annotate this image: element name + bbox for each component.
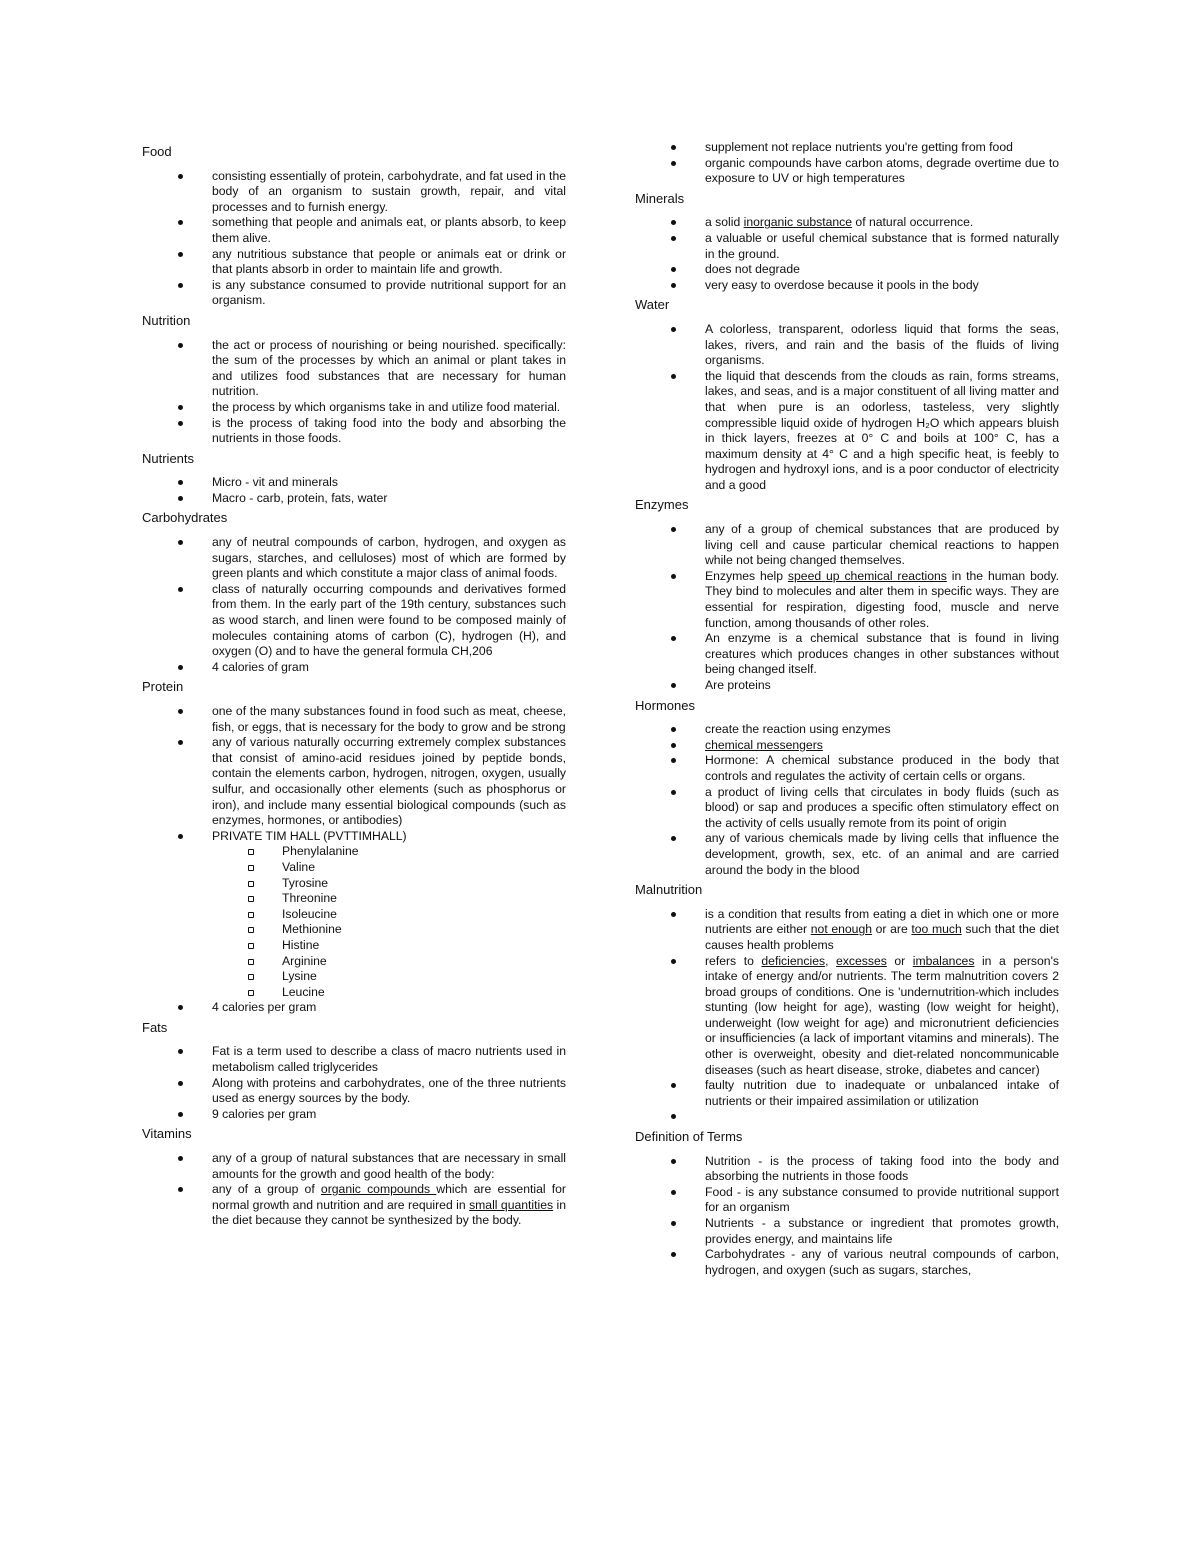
- text-run: in the diet because they cannot be synthesized by the body.: [212, 1197, 567, 1228]
- list-item: Along with proteins and carbohydrates, one of the three nutrients used as energy sources by the body.: [142, 1076, 566, 1107]
- heading-fats: Fats: [142, 1019, 168, 1035]
- list-item: the liquid that descends from the clouds as rain, forms streams, lakes, and seas, and is a major constituent of all living matter and that when pure is an odorless, tasteless, very slightly compressible liquid oxide of hydrogen H₂O which appears bluish in thick layers, freezes at 0° C and boils at 100° C, has a maximum density at 4° C and a high specific heat, is feebly to hydrogen and hydroxyl ions, and is a poor conductor of electricity and a good: [635, 369, 1059, 494]
- list-item: Macro - carb, protein, fats, water: [142, 491, 566, 507]
- heading-definition-of-terms: Definition of Terms: [635, 1129, 743, 1145]
- list-item: [142, 829, 566, 1001]
- list-item: organic compounds have carbon atoms, degrade overtime due to exposure to UV or high temperatures: [635, 156, 1059, 187]
- list-item: does not degrade: [635, 262, 1059, 278]
- list-item: An enzyme is a chemical substance that is found in living creatures which produces changes in other substances without being changed itself.: [635, 631, 1059, 678]
- food-list: [142, 169, 566, 309]
- list-item: 9 calories per gram: [142, 1107, 566, 1123]
- list-item: any of neutral compounds of carbon, hydrogen, and oxygen as sugars, starches, and celluloses) most of which are formed by green plants and which constitute a major class of animal foods.: [142, 535, 566, 582]
- underlined-text: chemical messengers: [705, 737, 823, 752]
- list-item: create the reaction using enzymes: [635, 722, 1059, 738]
- text-run: or: [886, 953, 913, 968]
- list-item: Carbohydrates - any of various neutral compounds of carbon, hydrogen, and oxygen (such as sugars, starches,: [635, 1247, 1059, 1278]
- sub-list-item: Lysine: [212, 969, 566, 985]
- underlined-text: organic compounds: [320, 1182, 437, 1197]
- list-item: [635, 569, 1059, 631]
- list-item: supplement not replace nutrients you're getting from food: [635, 140, 1059, 156]
- list-item: the process by which organisms take in and utilize food material.: [142, 400, 566, 416]
- sub-list-item: Isoleucine: [212, 907, 566, 923]
- vitamins-list: [142, 1151, 566, 1229]
- sub-list-item: Leucine: [212, 985, 566, 1001]
- underlined-text: imbalances: [912, 953, 975, 968]
- heading-hormones: Hormones: [635, 697, 695, 713]
- sub-list-item: Methionine: [212, 922, 566, 938]
- underlined-text: small quantities: [469, 1197, 554, 1212]
- sub-list-item: Valine: [212, 860, 566, 876]
- list-item: any of a group of natural substances that are necessary in small amounts for the growth and good health of the body:: [142, 1151, 566, 1182]
- list-item: [635, 907, 1059, 954]
- list-item: Food - is any substance consumed to provide nutritional support for an organism: [635, 1185, 1059, 1216]
- list-item: Nutrition - is the process of taking food into the body and absorbing the nutrients in those foods: [635, 1154, 1059, 1185]
- underlined-text: inorganic substance: [743, 215, 853, 230]
- heading-water: Water: [635, 297, 670, 313]
- sub-list-item: Threonine: [212, 891, 566, 907]
- list-item: [635, 215, 1059, 231]
- heading-protein: Protein: [142, 679, 184, 695]
- list-item: something that people and animals eat, or plants absorb, to keep them alive.: [142, 215, 566, 246]
- underlined-text: speed up chemical reactions: [787, 568, 947, 583]
- list-item: consisting essentially of protein, carbohydrate, and fat used in the body of an organism to sustain growth, repair, and vital processes and to furnish energy.: [142, 169, 566, 216]
- underlined-text: not enough: [810, 922, 873, 937]
- list-item: a product of living cells that circulates in body fluids (such as blood) or sap and produces a specific often stimulatory effect on the activity of cells usually remote from its point of origin: [635, 785, 1059, 832]
- heading-food: Food: [142, 144, 172, 159]
- minerals-list: [635, 215, 1059, 293]
- text-run: refers to: [705, 953, 762, 968]
- heading-nutrients: Nutrients: [142, 450, 195, 466]
- vitamins-continued-list: [635, 140, 1059, 187]
- amino-acid-list: [212, 844, 566, 1000]
- list-item: [635, 954, 1059, 1079]
- list-item: one of the many substances found in food such as meat, cheese, fish, or eggs, that is necessary for the body to grow and be strong: [142, 704, 566, 735]
- heading-vitamins: Vitamins: [142, 1126, 192, 1142]
- water-list: [635, 322, 1059, 494]
- list-item: Hormone: A chemical substance produced in the body that controls and regulates the activity of certain cells or organs.: [635, 753, 1059, 784]
- empty-list-item: [635, 1109, 1059, 1125]
- list-item: A colorless, transparent, odorless liquid that forms the seas, lakes, rivers, and rain and the basis of the fluids of living organisms.: [635, 322, 1059, 369]
- list-item: faulty nutrition due to inadequate or unbalanced intake of nutrients or their impaired assimilation or utilization: [635, 1078, 1059, 1109]
- list-item: Are proteins: [635, 678, 1059, 694]
- list-item: Nutrients - a substance or ingredient that promotes growth, provides energy, and maintains life: [635, 1216, 1059, 1247]
- left-column: [142, 140, 566, 1233]
- underlined-text: too much: [911, 922, 962, 937]
- list-item: Micro - vit and minerals: [142, 475, 566, 491]
- underlined-text: excesses: [836, 953, 887, 968]
- underlined-text: deficiencies: [761, 953, 826, 968]
- sub-list-item: Arginine: [212, 954, 566, 970]
- list-item: Fat is a term used to describe a class of macro nutrients used in metabolism called triglycerides: [142, 1044, 566, 1075]
- heading-enzymes: Enzymes: [635, 497, 689, 513]
- list-item: the act or process of nourishing or being nourished. specifically: the sum of the processes by which an animal or plant takes in and utilizes food substances that are necessary for human nutrition.: [142, 338, 566, 400]
- sub-list-item: Tyrosine: [212, 876, 566, 892]
- text-run: or are: [872, 922, 912, 937]
- text-run: of natural occurrence.: [852, 215, 974, 230]
- heading-carbohydrates: Carbohydrates: [142, 510, 228, 526]
- list-item: a valuable or useful chemical substance that is formed naturally in the ground.: [635, 231, 1059, 262]
- protein-list: [142, 704, 566, 1016]
- list-item: very easy to overdose because it pools in the body: [635, 278, 1059, 294]
- heading-minerals: Minerals: [635, 190, 685, 206]
- text-run: such that the diet causes health problems: [705, 922, 1059, 952]
- text-run: in the human body. They bind to molecules and alter them in specific ways. They are essential for respiration, digesting food, muscle and nerve function, among thousands of other roles.: [705, 568, 1059, 630]
- text-run: ,: [825, 953, 837, 968]
- list-item: any of various chemicals made by living cells that influence the development, growth, sex, etc. of an animal and are carried around the body in the blood: [635, 831, 1059, 878]
- list-item: [142, 1182, 566, 1229]
- carbohydrates-list: [142, 535, 566, 675]
- list-item: is any substance consumed to provide nutritional support for an organism.: [142, 278, 566, 309]
- text-run: is a condition that results from eating a diet in which one or more nutrients are either: [705, 906, 1059, 937]
- nutrients-list: [142, 475, 566, 506]
- list-item: class of naturally occurring compounds and derivatives formed from them. In the early part of the 19th century, substances such as wood starch, and linen were found to be composed mainly of molecules containing atoms of carbon (C), hydrogen (H), and oxygen (O) and to have the general formula CH,206: [142, 582, 566, 660]
- nutrition-list: [142, 338, 566, 447]
- right-column: [635, 140, 1059, 1282]
- list-item: [635, 738, 1059, 754]
- sub-list-item: Histine: [212, 938, 566, 954]
- text-run: a solid: [705, 215, 744, 230]
- list-item: any nutritious substance that people or animals eat or drink or that plants absorb in order to maintain life and growth.: [142, 247, 566, 278]
- text-run: which are essential for normal growth and nutrition and are required in: [212, 1182, 566, 1212]
- definitions-list: [635, 1154, 1059, 1279]
- list-item: any of a group of chemical substances that are produced by living cell and cause particular chemical reactions to happen while not being changed themselves.: [635, 522, 1059, 569]
- heading-malnutrition: Malnutrition: [635, 882, 703, 898]
- fats-list: [142, 1044, 566, 1122]
- mnemonic-text: PRIVATE TIM HALL (PVTTIMHALL): [212, 828, 407, 843]
- list-item: is the process of taking food into the body and absorbing the nutrients in those foods.: [142, 416, 566, 447]
- text-run: Enzymes help: [705, 568, 788, 583]
- heading-nutrition: Nutrition: [142, 312, 191, 328]
- malnutrition-list: [635, 907, 1059, 1125]
- list-item: 4 calories per gram: [142, 1000, 566, 1016]
- text-run: any of a group of: [212, 1182, 321, 1197]
- enzymes-list: [635, 522, 1059, 694]
- list-item: 4 calories of gram: [142, 660, 566, 676]
- list-item: any of various naturally occurring extremely complex substances that consist of amino-acid residues joined by peptide bonds, contain the elements carbon, hydrogen, nitrogen, oxygen, usually sulfur, and occasionally other elements (such as phosphorus or iron), and include many essential biological compounds (such as enzymes, hormones, or antibodies): [142, 735, 566, 829]
- sub-list-item: Phenylalanine: [212, 844, 566, 860]
- hormones-list: [635, 722, 1059, 878]
- text-run: in a person's intake of energy and/or nutrients. The term malnutrition covers 2 broad groups of conditions. One is 'undernutrition-which includes stunting (low height for age), wasting (low weight for height), underweight (low weight for age) and micronutrient deficiencies or insufficiencies (a lack of important vitamins and minerals). The other is overweight, obesity and diet-related noncommunicable diseases (such as heart disease, stroke, diabetes and cancer): [705, 953, 1059, 1077]
